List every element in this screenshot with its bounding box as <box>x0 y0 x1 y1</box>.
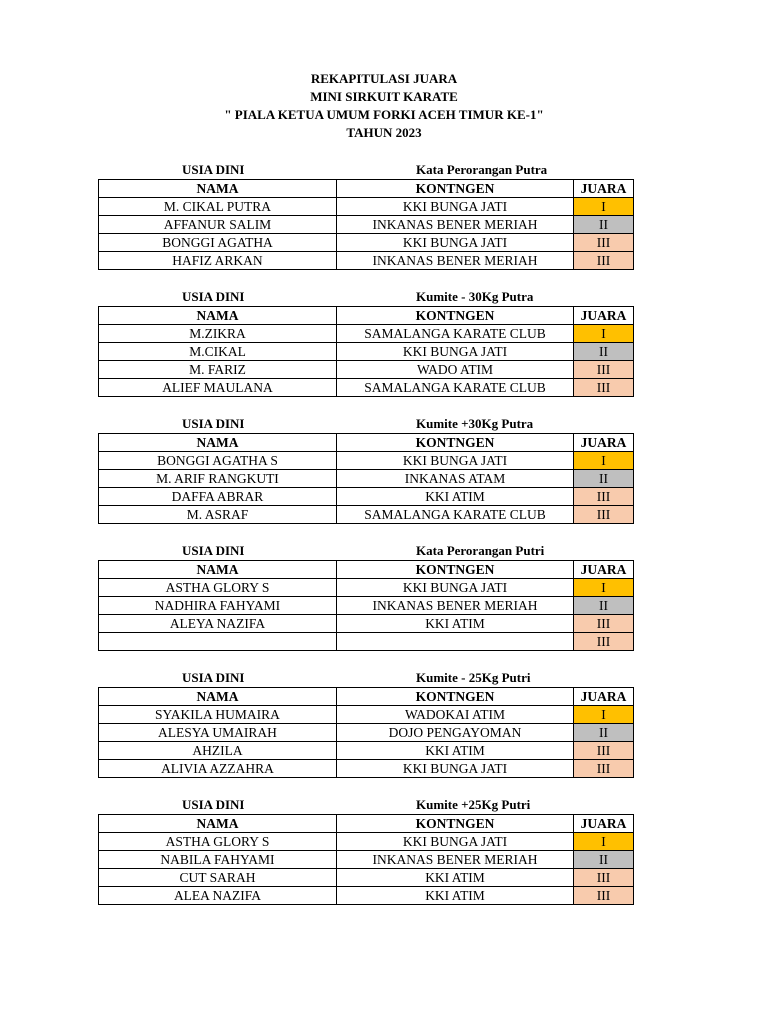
cell-juara: III <box>574 615 634 633</box>
header-nama: NAMA <box>99 688 337 706</box>
age-group-label: USIA DINI <box>182 670 245 685</box>
cell-nama: ALEYA NAZIFA <box>99 615 337 633</box>
table-row <box>99 325 634 343</box>
cell-juara: II <box>574 597 634 615</box>
cell-nama: CUT SARAH <box>99 869 337 887</box>
cell-kontingen: INKANAS ATAM <box>337 470 574 488</box>
table-row <box>99 198 634 216</box>
table-row <box>99 869 634 887</box>
age-group-label: USIA DINI <box>182 162 245 177</box>
header-juara: JUARA <box>574 561 634 579</box>
table-row <box>99 597 634 615</box>
cell-nama: BONGGI AGATHA <box>99 234 337 252</box>
table-header-row <box>99 180 634 198</box>
cell-nama: ALESYA UMAIRAH <box>99 724 337 742</box>
table-row <box>99 234 634 252</box>
cell-juara: I <box>574 579 634 597</box>
cell-nama: M. FARIZ <box>99 361 337 379</box>
table-header-row <box>99 688 634 706</box>
cell-kontingen: INKANAS BENER MERIAH <box>337 597 574 615</box>
cell-nama: ALEA NAZIFA <box>99 887 337 905</box>
header-nama: NAMA <box>99 561 337 579</box>
age-group-label: USIA DINI <box>182 289 245 304</box>
cell-kontingen: SAMALANGA KARATE CLUB <box>337 506 574 524</box>
cell-juara: II <box>574 470 634 488</box>
table-row <box>99 887 634 905</box>
section-heading <box>98 415 633 433</box>
cell-juara: III <box>574 488 634 506</box>
cell-kontingen: KKI ATIM <box>337 869 574 887</box>
age-group-label: USIA DINI <box>182 543 245 558</box>
cell-nama: AFFANUR SALIM <box>99 216 337 234</box>
table-row <box>99 470 634 488</box>
table-row <box>99 252 634 270</box>
table-row <box>99 488 634 506</box>
cell-kontingen: DOJO PENGAYOMAN <box>337 724 574 742</box>
cell-juara: III <box>574 887 634 905</box>
age-group-label: USIA DINI <box>182 797 245 812</box>
cell-nama <box>99 633 337 651</box>
cell-nama: DAFFA ABRAR <box>99 488 337 506</box>
cell-nama: M.ZIKRA <box>99 325 337 343</box>
header-juara: JUARA <box>574 307 634 325</box>
header-kontingen: KONTNGEN <box>337 815 574 833</box>
table-row <box>99 633 634 651</box>
title-line-1: REKAPITULASI JUARA <box>310 71 458 86</box>
table-row <box>99 851 634 869</box>
header-juara: JUARA <box>574 434 634 452</box>
title-line-2: MINI SIRKUIT KARATE <box>310 89 458 104</box>
title-line-3: " PIALA KETUA UMUM FORKI ACEH TIMUR KE-1" <box>224 107 544 122</box>
table-row <box>99 742 634 760</box>
header-nama: NAMA <box>99 180 337 198</box>
result-section <box>98 161 633 270</box>
result-section <box>98 796 633 905</box>
cell-kontingen: INKANAS BENER MERIAH <box>337 851 574 869</box>
age-group-label: USIA DINI <box>182 416 245 431</box>
cell-juara: II <box>574 851 634 869</box>
table-header-row <box>99 561 634 579</box>
cell-juara: I <box>574 833 634 851</box>
cell-juara: III <box>574 379 634 397</box>
cell-kontingen: KKI BUNGA JATI <box>337 234 574 252</box>
cell-nama: ASTHA GLORY S <box>99 579 337 597</box>
cell-juara: II <box>574 343 634 361</box>
section-heading <box>98 796 633 814</box>
header-nama: NAMA <box>99 815 337 833</box>
table-row <box>99 379 634 397</box>
cell-kontingen: KKI BUNGA JATI <box>337 760 574 778</box>
table-row <box>99 760 634 778</box>
cell-nama: SYAKILA HUMAIRA <box>99 706 337 724</box>
table-row <box>99 361 634 379</box>
results-table <box>98 560 634 651</box>
cell-kontingen <box>337 633 574 651</box>
cell-kontingen: INKANAS BENER MERIAH <box>337 252 574 270</box>
cell-juara: III <box>574 506 634 524</box>
header-juara: JUARA <box>574 815 634 833</box>
cell-kontingen: KKI ATIM <box>337 615 574 633</box>
cell-juara: I <box>574 706 634 724</box>
cell-kontingen: SAMALANGA KARATE CLUB <box>337 379 574 397</box>
cell-kontingen: WADOKAI ATIM <box>337 706 574 724</box>
cell-kontingen: KKI BUNGA JATI <box>337 198 574 216</box>
section-heading <box>98 669 633 687</box>
cell-juara: III <box>574 633 634 651</box>
cell-juara: I <box>574 452 634 470</box>
results-table <box>98 814 634 905</box>
cell-nama: ALIVIA AZZAHRA <box>99 760 337 778</box>
category-label: Kumite - 30Kg Putra <box>416 289 534 304</box>
cell-kontingen: KKI BUNGA JATI <box>337 579 574 597</box>
header-juara: JUARA <box>574 688 634 706</box>
table-header-row <box>99 815 634 833</box>
cell-kontingen: WADO ATIM <box>337 361 574 379</box>
cell-kontingen: SAMALANGA KARATE CLUB <box>337 325 574 343</box>
table-row <box>99 506 634 524</box>
cell-nama: M.CIKAL <box>99 343 337 361</box>
cell-nama: M. ASRAF <box>99 506 337 524</box>
cell-juara: I <box>574 198 634 216</box>
cell-juara: II <box>574 216 634 234</box>
cell-juara: III <box>574 869 634 887</box>
result-section <box>98 288 633 397</box>
table-row <box>99 579 634 597</box>
category-label: Kata Perorangan Putra <box>416 162 548 177</box>
cell-nama: HAFIZ ARKAN <box>99 252 337 270</box>
cell-kontingen: KKI ATIM <box>337 742 574 760</box>
header-kontingen: KONTNGEN <box>337 180 574 198</box>
header-kontingen: KONTNGEN <box>337 561 574 579</box>
cell-nama: M. ARIF RANGKUTI <box>99 470 337 488</box>
header-juara: JUARA <box>574 180 634 198</box>
cell-nama: M. CIKAL PUTRA <box>99 198 337 216</box>
table-row <box>99 724 634 742</box>
cell-juara: III <box>574 252 634 270</box>
results-table <box>98 306 634 397</box>
title-line-4: TAHUN 2023 <box>346 125 422 140</box>
result-section <box>98 669 633 778</box>
header-nama: NAMA <box>99 434 337 452</box>
cell-kontingen: KKI ATIM <box>337 488 574 506</box>
category-label: Kata Perorangan Putri <box>416 543 545 558</box>
table-row <box>99 615 634 633</box>
section-heading <box>98 542 633 560</box>
cell-kontingen: KKI BUNGA JATI <box>337 452 574 470</box>
section-heading <box>98 288 633 306</box>
cell-nama: ALIEF MAULANA <box>99 379 337 397</box>
table-header-row <box>99 307 634 325</box>
table-row <box>99 706 634 724</box>
result-section <box>98 415 633 524</box>
table-row <box>99 833 634 851</box>
document-title <box>0 70 768 142</box>
category-label: Kumite - 25Kg Putri <box>416 670 531 685</box>
results-table <box>98 179 634 270</box>
cell-juara: III <box>574 742 634 760</box>
header-kontingen: KONTNGEN <box>337 307 574 325</box>
table-header-row <box>99 434 634 452</box>
header-kontingen: KONTNGEN <box>337 434 574 452</box>
results-table <box>98 433 634 524</box>
cell-nama: AHZILA <box>99 742 337 760</box>
cell-nama: NADHIRA FAHYAMI <box>99 597 337 615</box>
table-row <box>99 343 634 361</box>
cell-juara: III <box>574 361 634 379</box>
header-kontingen: KONTNGEN <box>337 688 574 706</box>
cell-juara: I <box>574 325 634 343</box>
cell-juara: II <box>574 724 634 742</box>
cell-nama: BONGGI AGATHA S <box>99 452 337 470</box>
cell-kontingen: KKI BUNGA JATI <box>337 833 574 851</box>
cell-nama: ASTHA GLORY S <box>99 833 337 851</box>
cell-juara: III <box>574 234 634 252</box>
header-nama: NAMA <box>99 307 337 325</box>
cell-nama: NABILA FAHYAMI <box>99 851 337 869</box>
result-section <box>98 542 633 651</box>
table-row <box>99 452 634 470</box>
category-label: Kumite +30Kg Putra <box>416 416 534 431</box>
cell-kontingen: KKI BUNGA JATI <box>337 343 574 361</box>
cell-juara: III <box>574 760 634 778</box>
table-row <box>99 216 634 234</box>
section-heading <box>98 161 633 179</box>
cell-kontingen: KKI ATIM <box>337 887 574 905</box>
category-label: Kumite +25Kg Putri <box>416 797 531 812</box>
cell-kontingen: INKANAS BENER MERIAH <box>337 216 574 234</box>
results-table <box>98 687 634 778</box>
